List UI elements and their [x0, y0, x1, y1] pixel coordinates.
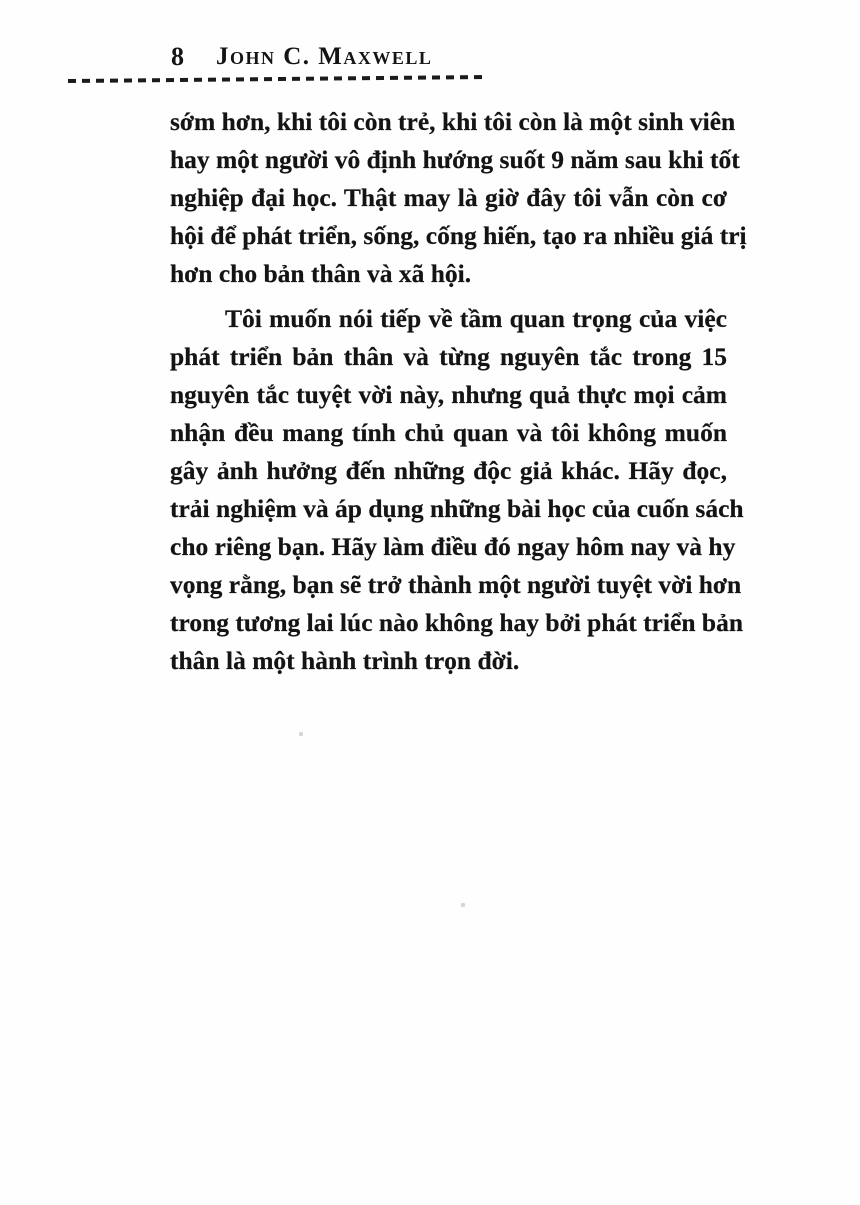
text-line: hội để phát triển, sống, cống hiến, tạo ra nhiều giá trị	[170, 221, 747, 250]
text-line: nghiệp đại học. Thật may là giờ đây tôi vẫn còn cơ	[170, 183, 727, 212]
scan-speck	[299, 732, 303, 736]
text-line: nguyên tắc tuyệt vời này, nhưng quả thực mọi cảm	[170, 380, 727, 409]
text-line: trong tương lai lúc nào không hay bởi phát triển bản	[170, 608, 744, 637]
text-line: hơn cho bản thân và xã hội.	[170, 259, 472, 288]
body-text	[170, 103, 747, 687]
text-line: phát triển bản thân và từng nguyên tắc trong 15	[170, 342, 727, 371]
running-title-author: John C. Maxwell	[216, 43, 433, 70]
page-number: 8	[171, 42, 185, 71]
text-line: trải nghiệm và áp dụng những bài học của cuốn sách	[170, 494, 744, 523]
text-line: Tôi muốn nói tiếp về tầm quan trọng của việc	[225, 304, 727, 333]
text-line: hay một người vô định hướng suốt 9 năm sau khi tốt	[170, 145, 740, 174]
paragraph-1	[170, 103, 747, 293]
scan-speck	[461, 903, 465, 907]
text-line: thân là một hành trình trọn đời.	[170, 646, 520, 675]
text-line: vọng rằng, bạn sẽ trở thành một người tuyệt vời hơn	[170, 570, 742, 599]
text-line: gây ảnh hưởng đến những độc giả khác. Hãy đọc,	[170, 456, 727, 485]
text-line: cho riêng bạn. Hãy làm điều đó ngay hôm nay và hy	[170, 532, 736, 561]
text-line: sớm hơn, khi tôi còn trẻ, khi tôi còn là một sinh viên	[170, 107, 736, 136]
text-line: nhận đều mang tính chủ quan và tôi không muốn	[170, 418, 727, 447]
paragraph-2	[170, 300, 744, 680]
